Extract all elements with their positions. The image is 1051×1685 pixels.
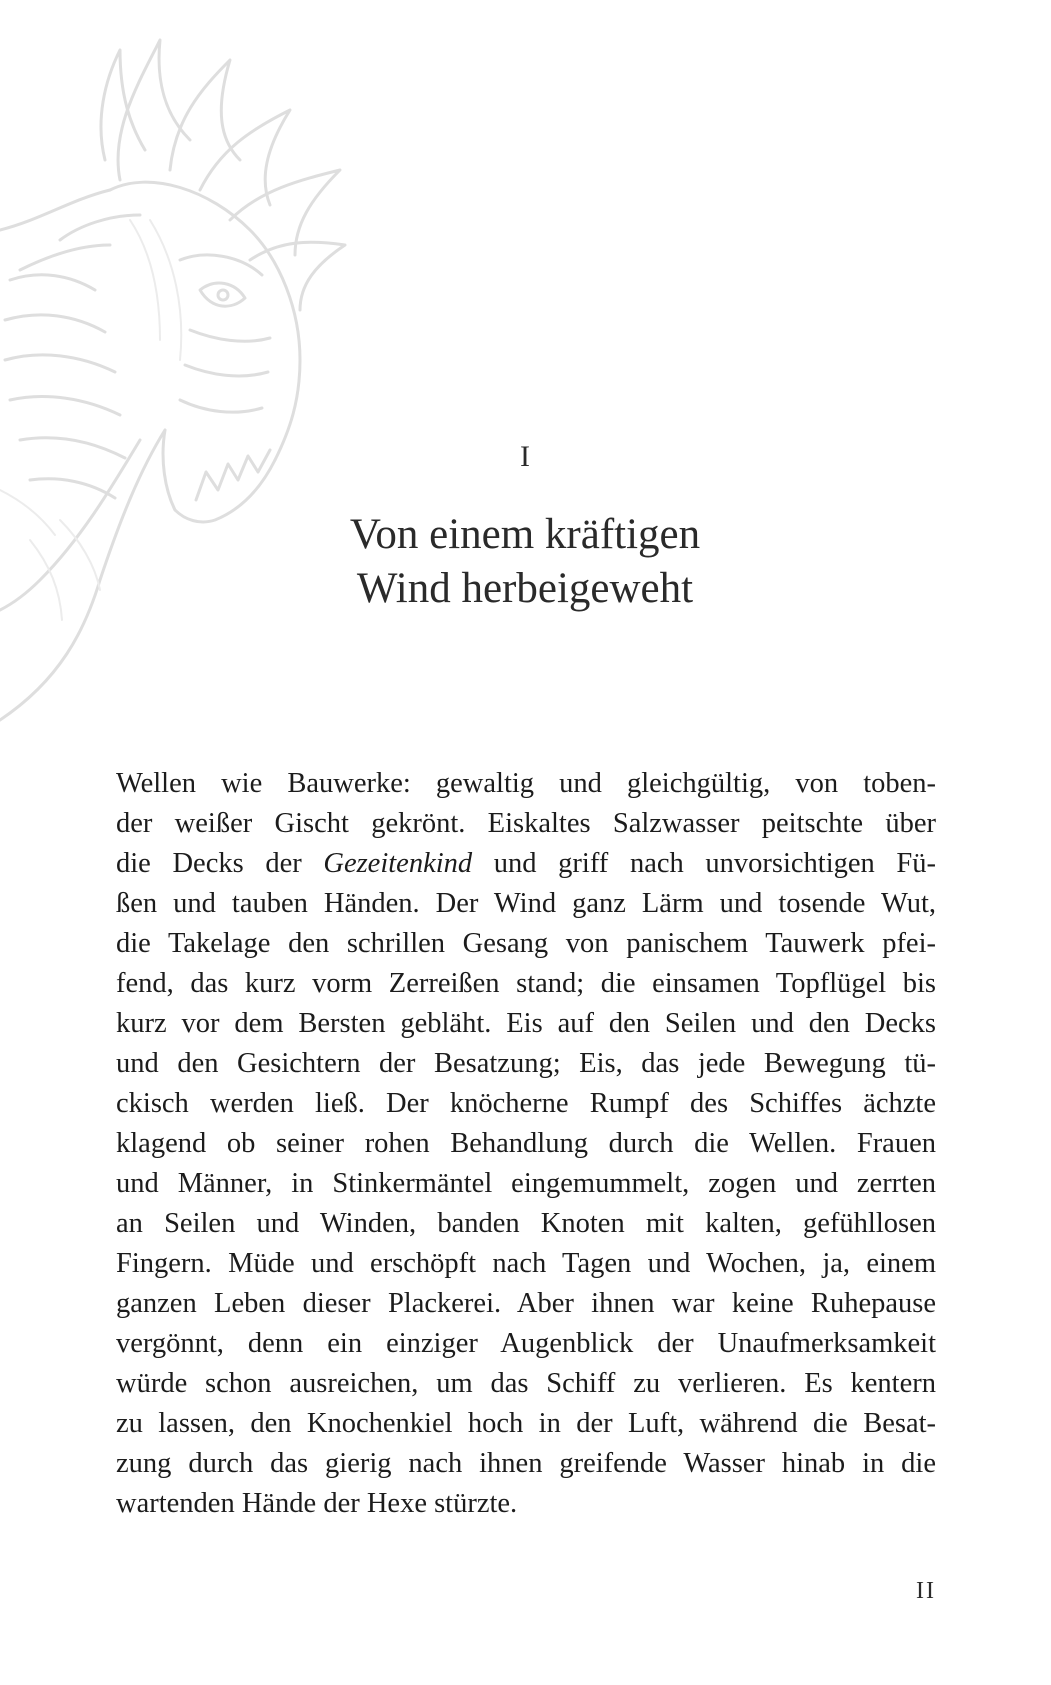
text-line: ßen und tauben Händen. Der Wind ganz Lärm und tosende Wut, [116, 888, 936, 919]
text-line: wartenden Hände der Hexe stürzte. [116, 1488, 518, 1519]
text-line: vergönnt, denn ein einziger Augenblick der Unaufmerksamkeit [116, 1328, 936, 1359]
ship-name-italic: Gezeitenkind [323, 848, 473, 879]
text-line: würde schon ausreichen, um das Schiff zu verlieren. Es kentern [116, 1368, 936, 1399]
text-line: an Seilen und Winden, banden Knoten mit kalten, gefühllosen [116, 1208, 936, 1239]
chapter-title-line-2: Wind herbeigeweht [356, 565, 694, 612]
text-line: der weißer Gischt gekrönt. Eiskaltes Salzwasser peitschte über [116, 808, 936, 839]
chapter-number: I [520, 440, 531, 473]
text-line: die Takelage den schrillen Gesang von panischem Tauwerk pfei- [116, 928, 936, 959]
text-line: ganzen Leben dieser Plackerei. Aber ihnen war keine Ruhepause [116, 1288, 936, 1319]
text-line: Wellen wie Bauwerke: gewaltig und gleichgültig, von toben- [116, 768, 936, 799]
text-line: ckisch werden ließ. Der knöcherne Rumpf des Schiffes ächzte [116, 1088, 936, 1119]
text-line: und den Gesichtern der Besatzung; Eis, das jede Bewegung tü- [116, 1048, 936, 1079]
text-line: kurz vor dem Bersten gebläht. Eis auf den Seilen und den Decks [116, 1008, 936, 1039]
text-line: fend, das kurz vorm Zerreißen stand; die einsamen Topflügel bis [116, 968, 936, 999]
text-segment: die Decks der [116, 848, 324, 879]
dragon-head-illustration [0, 20, 380, 740]
chapter-title [300, 508, 750, 616]
text-line: Fingern. Müde und erschöpft nach Tagen und Wochen, ja, einem [116, 1248, 936, 1279]
body-paragraph [116, 764, 936, 1524]
text-line: klagend ob seiner rohen Behandlung durch die Wellen. Frauen [116, 1128, 936, 1159]
text-segment: und griff nach unvorsichtigen Fü- [472, 848, 936, 879]
chapter-title-line-1: Von einem kräftigen [349, 511, 701, 558]
text-line: zung durch das gierig nach ihnen greifende Wasser hinab in die [116, 1448, 936, 1479]
text-line [116, 844, 936, 884]
page-number: II [916, 1578, 936, 1604]
text-line: und Männer, in Stinkermäntel eingemummelt, zogen und zerrten [116, 1168, 936, 1199]
text-line: zu lassen, den Knochenkiel hoch in der Luft, während die Besat- [116, 1408, 936, 1439]
